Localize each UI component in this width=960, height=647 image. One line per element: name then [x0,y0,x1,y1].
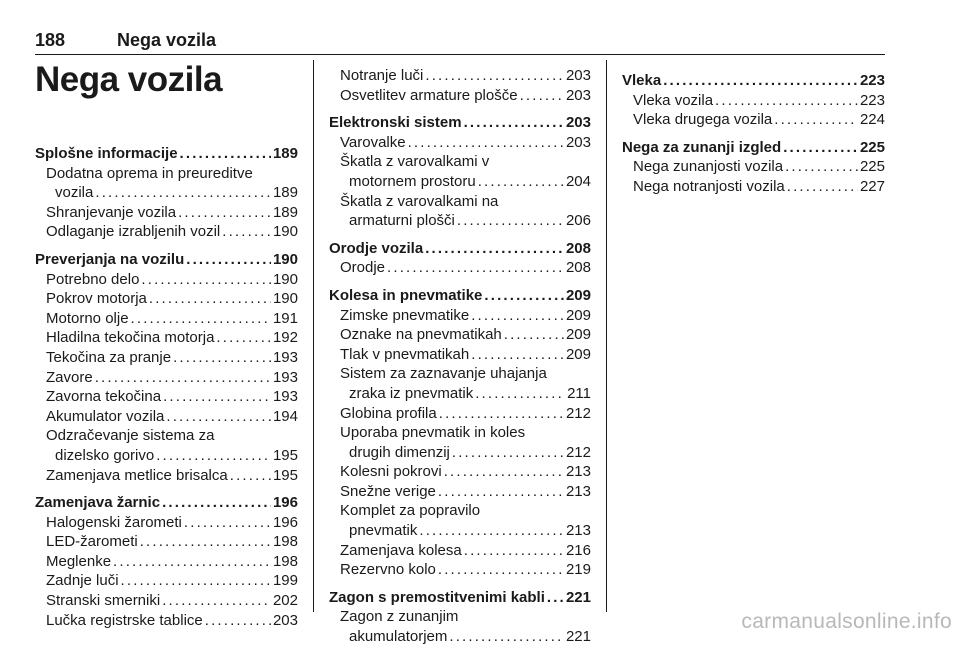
toc-entry-vozila[interactable] [35,183,298,203]
toc-page-number: 194 [272,407,298,425]
toc-page-number: 203 [565,114,591,132]
toc-entry-title: Zadnje luči [46,572,119,590]
toc-entry-lucka-registrske-tablice[interactable] [35,611,298,631]
toc-entry-title: Vleka [622,72,662,89]
toc-entry-title: Orodje vozila [329,239,424,257]
column-divider [606,60,607,612]
toc-page-number: 192 [272,329,298,347]
toc-entry-zraka-iz-pnevmatik[interactable] [329,384,591,404]
toc-entry-zamenjava-metlice-brisalca[interactable] [35,466,298,486]
toc-page-number: 212 [565,443,591,461]
toc-entry-vleka-drugega-vozila[interactable] [622,110,885,130]
dot-leader [785,157,858,177]
toc-section-vleka[interactable] [622,71,885,91]
toc-entry-osvetlitev-armature-plosce[interactable] [329,86,591,106]
toc-entry-akumulator-vozila[interactable] [35,407,298,427]
dot-leader [444,462,564,482]
toc-column-2 [329,66,591,647]
dot-leader [520,86,564,106]
dot-leader [184,513,271,533]
toc-entry-title: zraka iz pnevmatik [349,384,474,402]
dot-leader [230,466,271,486]
toc-page-number: 209 [565,286,591,304]
dot-leader [457,211,564,231]
dot-leader [663,71,858,91]
toc-entry-zamenjava-kolesa[interactable] [329,541,591,561]
toc-page-number: 216 [565,541,591,559]
column-divider [313,60,314,612]
toc-entry-title: Zavore [46,368,93,386]
toc-page-number: 189 [272,184,298,202]
toc-entry-title: dizelsko gorivo [55,446,155,464]
toc-entry-meglenke[interactable] [35,552,298,572]
toc-entry-title: Oznake na pnevmatikah [340,326,502,344]
dot-leader [783,138,858,158]
dot-leader [156,446,271,466]
toc-entry-title: Odzračevanje sistema za [46,427,215,445]
toc-entry-globina-profila[interactable] [329,404,591,424]
dot-leader [715,91,858,111]
toc-entry-title: Notranje luči [340,67,424,84]
toc-entry-title: Elektronski sistem [329,114,462,132]
toc-page-number: 223 [859,91,885,109]
toc-page-number: 206 [565,212,591,230]
dot-leader [425,239,564,259]
toc-entry-title: Kolesa in pnevmatike [329,286,483,304]
toc-page-number: 189 [272,203,298,221]
toc-section-splosne-informacije[interactable] [35,144,298,164]
toc-entry-komplet-za-popravilo [329,501,591,521]
toc-entry-skatla-z-varovalkami-v [329,152,591,172]
toc-entry-title: Orodje [340,259,386,277]
dot-leader [141,270,271,290]
toc-page-number: 203 [565,67,591,84]
toc-entry-orodje[interactable] [329,258,591,278]
toc-entry-title: Zagon s premostitvenimi kabli [329,588,545,606]
toc-entry-notranje-luci[interactable] [329,66,591,86]
toc-entry-title: Nega za zunanji izgled [622,138,782,156]
toc-page-number: 213 [565,463,591,481]
toc-entry-title: Meglenke [46,552,112,570]
toc-entry-title: Sistem za zaznavanje uhajanja [340,365,547,383]
toc-page-number: 219 [565,561,591,579]
toc-page-number: 211 [567,384,591,402]
toc-entry-uporaba-pnevmatik-in-koles [329,423,591,443]
toc-entry-title: Pokrov motorja [46,290,147,308]
dot-leader [464,541,564,561]
toc-entry-title: Zagon z zunanjim [340,608,459,626]
dot-leader [166,407,271,427]
dot-leader [205,611,271,631]
dot-leader [425,66,564,86]
toc-entry-title: Snežne verige [340,482,436,500]
toc-page-number: 209 [565,345,591,363]
toc-entry-led-zarometi[interactable] [35,532,298,552]
toc-entry-title: Rezervno kolo [340,561,436,579]
dot-leader [95,368,271,388]
toc-entry-title: Lučka registrske tablice [46,611,203,629]
dot-leader [180,144,271,164]
toc-page-number: 190 [272,223,298,241]
toc-page-number: 221 [565,628,591,646]
dot-leader [475,384,565,404]
dot-leader [408,133,564,153]
dot-leader [162,493,271,513]
toc-entry-title: LED-žarometi [46,533,138,551]
toc-entry-title: Stranski smerniki [46,592,161,610]
toc-entry-title: Nega notranjosti vozila [633,177,785,195]
toc-entry-potrebno-delo[interactable] [35,270,298,290]
toc-page-number: 189 [272,145,298,162]
toc-page-number: 193 [272,388,298,406]
toc-entry-title: Škatla z varovalkami v [340,153,490,171]
toc-entry-tekocina-za-pranje[interactable] [35,348,298,368]
toc-entry-oznake-na-pnevmatikah[interactable] [329,325,591,345]
toc-column-1 [35,144,298,630]
toc-page-number: 193 [272,348,298,366]
dot-leader [178,203,271,223]
toc-entry-snezne-verige[interactable] [329,482,591,502]
toc-entry-zadnje-luci[interactable] [35,571,298,591]
toc-entry-tlak-v-pnevmatikah[interactable] [329,345,591,365]
toc-entry-title: Nega zunanjosti vozila [633,158,784,176]
dot-leader [222,222,271,242]
dot-leader [449,627,564,647]
toc-entry-zavore[interactable] [35,368,298,388]
toc-section-zamenjava-zarnic[interactable] [35,493,298,513]
toc-entry-odlaganje-izrabljenih-vozil[interactable] [35,222,298,242]
toc-entry-nega-notranjosti-vozila[interactable] [622,177,885,197]
toc-entry-rezervno-kolo[interactable] [329,560,591,580]
toc-page-number: 212 [565,404,591,422]
toc-entry-title: motornem prostoru [349,172,476,190]
header-title: Nega vozila [117,30,217,50]
toc-entry-title: vozila [55,184,94,202]
toc-entry-title: Zimske pnevmatike [340,306,470,324]
chapter-title: Nega vozila [35,60,223,99]
dot-leader [95,183,271,203]
dot-leader [439,404,564,424]
toc-page-number: 224 [859,111,885,129]
dot-leader [478,172,564,192]
dot-leader [216,328,271,348]
toc-entry-akumulatorjem[interactable] [329,627,591,647]
dot-leader [113,552,271,572]
toc-entry-title: akumulatorjem [349,628,448,646]
toc-entry-title: pnevmatik [349,522,418,540]
dot-leader [464,113,564,133]
dot-leader [419,521,564,541]
toc-page-number: 195 [272,466,298,484]
page-header [35,30,885,55]
dot-leader [162,591,271,611]
toc-page-number: 213 [565,522,591,540]
toc-entry-title: Preverjanja na vozilu [35,250,185,268]
toc-section-kolesa-in-pnevmatike[interactable] [329,286,591,306]
toc-page-number: 190 [272,270,298,288]
dot-leader [774,110,858,130]
toc-entry-pnevmatik[interactable] [329,521,591,541]
toc-entry-halogenski-zarometi[interactable] [35,513,298,533]
page-number: 188 [35,30,66,50]
toc-entry-stranski-smerniki[interactable] [35,591,298,611]
toc-page-number: 208 [565,259,591,277]
toc-page-number: 195 [272,446,298,464]
dot-leader [140,532,271,552]
toc-entry-zavorna-tekocina[interactable] [35,387,298,407]
toc-entry-title: Halogenski žarometi [46,513,182,531]
toc-entry-title: Kolesni pokrovi [340,463,442,481]
toc-entry-sistem-za-zaznavanje-uhajanja [329,364,591,384]
toc-entry-title: Tlak v pnevmatikah [340,345,470,363]
dot-leader [163,387,271,407]
toc-entry-title: Motorno olje [46,309,129,327]
toc-page-number: 190 [272,250,298,268]
toc-entry-pokrov-motorja[interactable] [35,289,298,309]
toc-entry-title: Zavorna tekočina [46,388,162,406]
dot-leader [547,588,564,608]
toc-entry-title: Zamenjava metlice brisalca [46,466,228,484]
toc-entry-title: Odlaganje izrabljenih vozil [46,223,221,241]
toc-entry-title: Hladilna tekočina motorja [46,329,215,347]
toc-entry-title: Dodatna oprema in preureditve [46,164,253,182]
toc-page-number: 202 [272,592,298,610]
toc-page-number: 203 [565,133,591,151]
toc-page-number: 223 [859,72,885,89]
toc-page-number: 198 [272,552,298,570]
toc-entry-odzracevanje-sistema-za [35,426,298,446]
toc-page-number: 204 [565,172,591,190]
toc-page-number: 213 [565,482,591,500]
toc-page-number: 208 [565,239,591,257]
toc-entry-title: Shranjevanje vozila [46,203,177,221]
toc-entry-varovalke[interactable] [329,133,591,153]
toc-page-number: 199 [272,572,298,590]
toc-entry-nega-zunanjosti-vozila[interactable] [622,157,885,177]
watermark: carmanualsonline.info [741,610,952,633]
toc-entry-title: Tekočina za pranje [46,348,172,366]
toc-page-number: 209 [565,326,591,344]
toc-entry-drugih-dimenzij[interactable] [329,443,591,463]
toc-entry-title: Akumulator vozila [46,407,165,425]
toc-page-number: 196 [272,513,298,531]
toc-entry-title: Globina profila [340,404,437,422]
toc-entry-title: Škatla z varovalkami na [340,192,499,210]
dot-leader [131,309,271,329]
toc-page-number: 221 [565,588,591,606]
toc-entry-title: Uporaba pnevmatik in koles [340,424,526,442]
toc-entry-zagon-z-zunanjim [329,607,591,627]
toc-entry-motorno-olje[interactable] [35,309,298,329]
toc-entry-hladilna-tekocina-motorja[interactable] [35,328,298,348]
toc-entry-armaturni-plosci[interactable] [329,211,591,231]
dot-leader [149,289,271,309]
toc-page-number: 225 [859,138,885,156]
toc-entry-vleka-vozila[interactable] [622,91,885,111]
toc-entry-title: Potrebno delo [46,270,140,288]
dot-leader [438,482,564,502]
toc-column-3 [622,71,885,197]
dot-leader [452,443,564,463]
dot-leader [504,325,564,345]
dot-leader [471,306,564,326]
toc-entry-title: armaturni plošči [349,212,455,230]
toc-entry-zimske-pnevmatike[interactable] [329,306,591,326]
toc-entry-dizelsko-gorivo[interactable] [35,446,298,466]
toc-entry-title: Komplet za popravilo [340,502,481,520]
toc-entry-kolesni-pokrovi[interactable] [329,462,591,482]
dot-leader [438,560,564,580]
toc-section-nega-za-zunanji-izgled[interactable] [622,138,885,158]
dot-leader [173,348,271,368]
toc-page-number: 209 [565,306,591,324]
toc-entry-title: Varovalke [340,133,406,151]
toc-entry-title: Vleka vozila [633,91,714,109]
toc-entry-dodatna-oprema-in-preureditve [35,164,298,184]
toc-entry-title: Splošne informacije [35,145,178,162]
toc-page-number: 190 [272,290,298,308]
toc-entry-title: Osvetlitev armature plošče [340,86,518,104]
toc-entry-skatla-z-varovalkami-na [329,192,591,212]
toc-page-number: 196 [272,494,298,512]
toc-page-number: 198 [272,533,298,551]
toc-entry-title: drugih dimenzij [349,443,450,461]
toc-section-orodje-vozila[interactable] [329,239,591,259]
dot-leader [471,345,564,365]
toc-section-zagon-s-premostitvenimi-kabli[interactable] [329,588,591,608]
dot-leader [121,571,271,591]
toc-page-number: 203 [565,86,591,104]
toc-entry-title: Zamenjava kolesa [340,541,462,559]
toc-page-number: 193 [272,368,298,386]
toc-page-number: 203 [272,611,298,629]
toc-entry-shranjevanje-vozila[interactable] [35,203,298,223]
dot-leader [484,286,564,306]
toc-page-number: 227 [859,177,885,195]
toc-entry-title: Vleka drugega vozila [633,111,773,129]
dot-leader [787,177,858,197]
toc-section-elektronski-sistem[interactable] [329,113,591,133]
dot-leader [387,258,564,278]
toc-page-number: 191 [272,309,298,327]
toc-entry-title: Zamenjava žarnic [35,494,161,512]
dot-leader [186,250,271,270]
toc-entry-motornem-prostoru[interactable] [329,172,591,192]
toc-page-number: 225 [859,158,885,176]
toc-section-preverjanja-na-vozilu[interactable] [35,250,298,270]
